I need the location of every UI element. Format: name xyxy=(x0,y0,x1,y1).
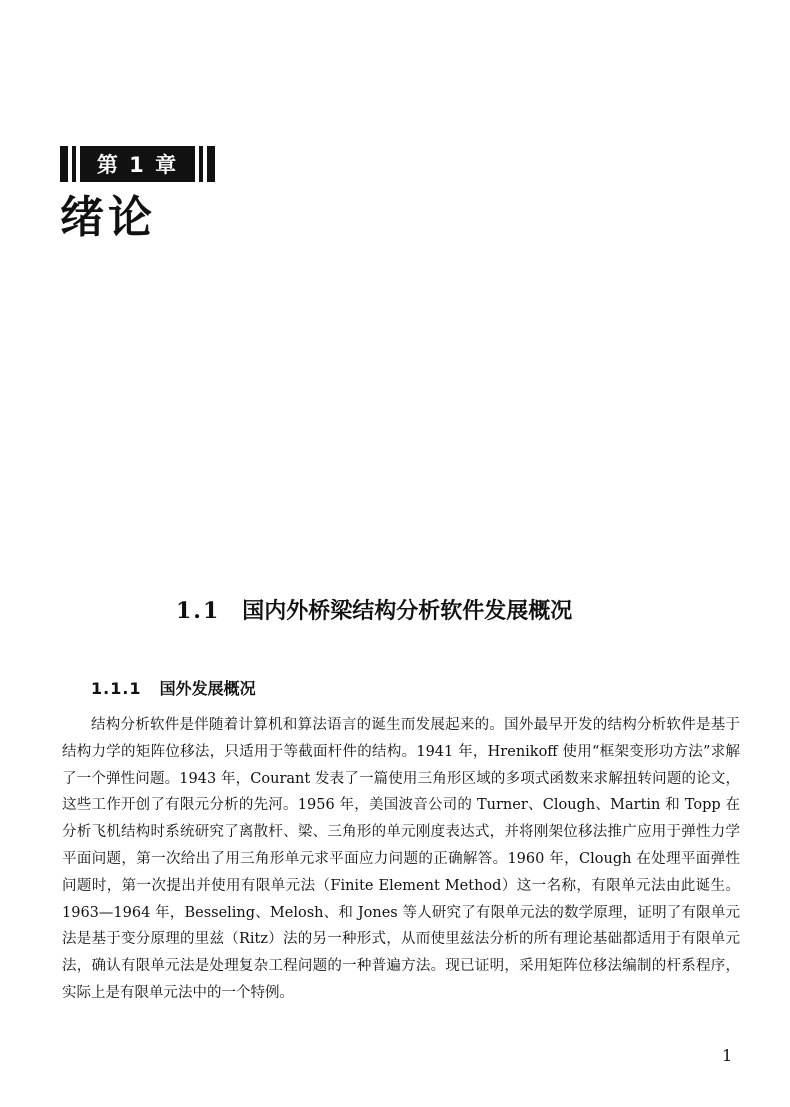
decorative-bar xyxy=(199,146,203,182)
subsection-title: 国外发展概况 xyxy=(159,679,256,698)
subsection-number: 1.1.1 xyxy=(91,679,142,698)
page-number: 1 xyxy=(722,1046,733,1065)
decorative-bar xyxy=(207,146,215,182)
section-heading xyxy=(176,595,676,627)
decorative-bar xyxy=(72,146,76,182)
body-paragraph: 结构分析软件是伴随着计算机和算法语言的诞生而发展起来的。国外最早开发的结构分析软件是基于结构力学的矩阵位移法，只适用于等截面杆件的结构。1941 年，Hrenikoff 使用“框架变形功方法”求解了一个弹性问题。1943 年，Courant 发表了一篇使用三角形区域的多项式函数来求解扭转问题的论文，这些工作开创了有限元分析的先河。1956 年，美国波音公司的 Turner、Clough、Martin 和 Topp 在分析飞机结构时系统研究了离散杆、梁、三角形的单元刚度表达式，并将刚架位移法推广应用于弹性力学平面问题，第一次给出了用三角形单元求平面应力问题的正确解答。1960 年，Clough 在处理平面弹性问题时，第一次提出并使用有限单元法（Finite Element Method）这一名称，有限单元法由此诞生。1963—1964 年，Besseling、Melosh、和 Jones 等人研究了有限单元法的数学原理，证明了有限单元法是基于变分原理的里兹（Ritz）法的另一种形式，从而使里兹法分析的所有理论基础都适用于有限单元法，确认有限单元法是处理复杂工程问题的一种普遍方法。现已证明，采用矩阵位移法编制的杆系程序，实际上是有限单元法中的一个特例。 xyxy=(62,717,740,1001)
chapter-title: 绪论 xyxy=(60,192,156,243)
chapter-label-bar xyxy=(60,146,215,182)
chapter-label: 第 1 章 xyxy=(80,146,195,182)
subsection-heading xyxy=(91,677,256,701)
section-number: 1.1 xyxy=(176,598,221,624)
section-title: 国内外桥梁结构分析软件发展概况 xyxy=(242,598,573,624)
decorative-bar xyxy=(60,146,68,182)
